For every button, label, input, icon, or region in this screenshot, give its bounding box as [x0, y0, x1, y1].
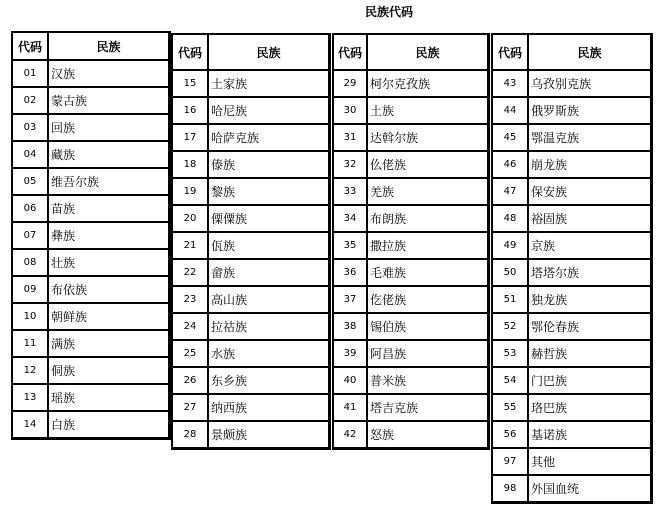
ethnic-name-cell: 哈萨克族 [208, 124, 329, 151]
table-row [12, 330, 169, 357]
ethnic-code-cell: 25 [172, 340, 208, 367]
ethnic-name-cell: 蒙古族 [48, 87, 169, 114]
ethnic-code-cell: 97 [492, 448, 528, 475]
table-row [172, 394, 329, 421]
ethnic-code-cell: 05 [12, 168, 48, 195]
table-row [492, 97, 651, 124]
ethnic-code-cell: 19 [172, 178, 208, 205]
ethnic-code-cell: 39 [333, 340, 367, 367]
table-row [492, 421, 651, 448]
ethnic-name-cell: 独龙族 [528, 286, 651, 313]
table-row [172, 421, 329, 448]
ethnic-name-cell: 普米族 [367, 367, 488, 394]
ethnic-code-cell: 18 [172, 151, 208, 178]
ethnic-name-cell: 俄罗斯族 [528, 97, 651, 124]
ethnic-code-cell: 53 [492, 340, 528, 367]
ethnic-code-cell: 46 [492, 151, 528, 178]
ethnic-name-cell: 满族 [48, 330, 169, 357]
table-row [12, 276, 169, 303]
table-row [492, 124, 651, 151]
ethnic-name-cell: 彝族 [48, 222, 169, 249]
code-column-header: 代码 [492, 34, 528, 70]
table-row [172, 286, 329, 313]
table-row [172, 340, 329, 367]
table-row [492, 70, 651, 97]
table-row [12, 168, 169, 195]
table-row [172, 205, 329, 232]
table-row [12, 141, 169, 168]
table-row [333, 259, 488, 286]
ethnic-code-cell: 27 [172, 394, 208, 421]
ethnic-code-cell: 28 [172, 421, 208, 448]
table-row [333, 178, 488, 205]
table-row [172, 151, 329, 178]
code-column-header: 代码 [333, 34, 367, 70]
table-row [492, 286, 651, 313]
ethnic-name-cell: 水族 [208, 340, 329, 367]
ethnic-name-cell: 珞巴族 [528, 394, 651, 421]
ethnic-code-cell: 02 [12, 87, 48, 114]
ethnic-name-cell: 毛难族 [367, 259, 488, 286]
table-row [333, 340, 488, 367]
ethnic-name-cell: 保安族 [528, 178, 651, 205]
ethnic-name-cell: 怒族 [367, 421, 488, 448]
ethnic-code-cell: 23 [172, 286, 208, 313]
ethnic-code-table-3 [332, 33, 490, 450]
name-column-header: 民族 [528, 34, 651, 70]
table-row [492, 151, 651, 178]
ethnic-name-cell: 黎族 [208, 178, 329, 205]
table-row [492, 448, 651, 475]
ethnic-name-cell: 鄂温克族 [528, 124, 651, 151]
ethnic-code-cell: 15 [172, 70, 208, 97]
ethnic-name-cell: 汉族 [48, 60, 169, 87]
ethnic-code-cell: 12 [12, 357, 48, 384]
ethnic-code-cell: 06 [12, 195, 48, 222]
ethnic-name-cell: 白族 [48, 411, 169, 438]
ethnic-name-cell: 土族 [367, 97, 488, 124]
ethnic-name-cell: 苗族 [48, 195, 169, 222]
ethnic-code-cell: 13 [12, 384, 48, 411]
table-row [492, 259, 651, 286]
table-row [492, 475, 651, 502]
ethnic-code-cell: 31 [333, 124, 367, 151]
table-row [172, 259, 329, 286]
table-row [172, 124, 329, 151]
ethnic-code-cell: 24 [172, 313, 208, 340]
table-row [333, 394, 488, 421]
ethnic-code-cell: 30 [333, 97, 367, 124]
ethnic-code-cell: 03 [12, 114, 48, 141]
ethnic-code-cell: 14 [12, 411, 48, 438]
table-header-row [172, 34, 329, 70]
ethnic-name-cell: 傣族 [208, 151, 329, 178]
table-row [172, 97, 329, 124]
ethnic-code-cell: 20 [172, 205, 208, 232]
table-row [333, 286, 488, 313]
ethnic-name-cell: 朝鲜族 [48, 303, 169, 330]
table-row [333, 124, 488, 151]
table-row [12, 357, 169, 384]
ethnic-name-cell: 柯尔克孜族 [367, 70, 488, 97]
table-row [492, 340, 651, 367]
table-row [12, 411, 169, 438]
table-row [333, 70, 488, 97]
ethnic-name-cell: 侗族 [48, 357, 169, 384]
ethnic-code-cell: 98 [492, 475, 528, 502]
ethnic-code-cell: 41 [333, 394, 367, 421]
ethnic-name-cell: 赫哲族 [528, 340, 651, 367]
table-row [12, 195, 169, 222]
ethnic-name-cell: 布朗族 [367, 205, 488, 232]
code-column-header: 代码 [12, 32, 48, 60]
code-column-header: 代码 [172, 34, 208, 70]
table-header-row [12, 32, 169, 60]
table-row [172, 70, 329, 97]
ethnic-name-cell: 锡伯族 [367, 313, 488, 340]
ethnic-code-cell: 04 [12, 141, 48, 168]
ethnic-name-cell: 纳西族 [208, 394, 329, 421]
ethnic-code-table-4 [491, 33, 653, 504]
ethnic-code-cell: 17 [172, 124, 208, 151]
ethnic-name-cell: 瑶族 [48, 384, 169, 411]
table-row [172, 178, 329, 205]
table-row [333, 367, 488, 394]
ethnic-code-cell: 43 [492, 70, 528, 97]
ethnic-name-cell: 维吾尔族 [48, 168, 169, 195]
ethnic-name-cell: 其他 [528, 448, 651, 475]
table-row [492, 232, 651, 259]
ethnic-code-cell: 36 [333, 259, 367, 286]
ethnic-name-cell: 仫佬族 [367, 151, 488, 178]
page-title: 民族代码 [364, 5, 413, 19]
ethnic-code-cell: 16 [172, 97, 208, 124]
name-column-header: 民族 [367, 34, 488, 70]
ethnic-name-cell: 仡佬族 [367, 286, 488, 313]
ethnic-code-table-2 [171, 33, 331, 450]
ethnic-name-cell: 高山族 [208, 286, 329, 313]
table-row [333, 151, 488, 178]
ethnic-name-cell: 东乡族 [208, 367, 329, 394]
ethnic-name-cell: 佤族 [208, 232, 329, 259]
table-row [333, 97, 488, 124]
ethnic-code-cell: 35 [333, 232, 367, 259]
ethnic-code-cell: 33 [333, 178, 367, 205]
ethnic-name-cell: 基诺族 [528, 421, 651, 448]
ethnic-name-cell: 傈僳族 [208, 205, 329, 232]
table-row [12, 114, 169, 141]
ethnic-code-cell: 37 [333, 286, 367, 313]
ethnic-code-cell: 56 [492, 421, 528, 448]
ethnic-code-cell: 22 [172, 259, 208, 286]
ethnic-name-cell: 撒拉族 [367, 232, 488, 259]
ethnic-code-cell: 40 [333, 367, 367, 394]
ethnic-code-cell: 26 [172, 367, 208, 394]
ethnic-name-cell: 塔塔尔族 [528, 259, 651, 286]
ethnic-code-cell: 11 [12, 330, 48, 357]
table-row [172, 313, 329, 340]
ethnic-name-cell: 外国血统 [528, 475, 651, 502]
ethnic-code-cell: 08 [12, 249, 48, 276]
ethnic-name-cell: 畲族 [208, 259, 329, 286]
table-row [12, 222, 169, 249]
table-header-row [333, 34, 488, 70]
ethnic-name-cell: 裕固族 [528, 205, 651, 232]
ethnic-code-cell: 45 [492, 124, 528, 151]
ethnic-code-cell: 55 [492, 394, 528, 421]
table-row [492, 313, 651, 340]
ethnic-code-cell: 21 [172, 232, 208, 259]
table-row [333, 421, 488, 448]
ethnic-name-cell: 景颇族 [208, 421, 329, 448]
table-header-row [492, 34, 651, 70]
ethnic-code-cell: 09 [12, 276, 48, 303]
ethnic-name-cell: 阿昌族 [367, 340, 488, 367]
ethnic-name-cell: 拉祜族 [208, 313, 329, 340]
table-row [492, 205, 651, 232]
ethnic-name-cell: 土家族 [208, 70, 329, 97]
table-row [12, 60, 169, 87]
table-row [12, 303, 169, 330]
table-row [333, 232, 488, 259]
ethnic-code-cell: 50 [492, 259, 528, 286]
ethnic-code-cell: 48 [492, 205, 528, 232]
name-column-header: 民族 [48, 32, 169, 60]
ethnic-code-cell: 01 [12, 60, 48, 87]
table-row [12, 249, 169, 276]
ethnic-code-cell: 10 [12, 303, 48, 330]
table-row [172, 367, 329, 394]
ethnic-name-cell: 达斡尔族 [367, 124, 488, 151]
ethnic-code-cell: 29 [333, 70, 367, 97]
ethnic-code-cell: 52 [492, 313, 528, 340]
ethnic-name-cell: 鄂伦春族 [528, 313, 651, 340]
ethnic-code-cell: 32 [333, 151, 367, 178]
ethnic-code-cell: 34 [333, 205, 367, 232]
ethnic-name-cell: 乌孜别克族 [528, 70, 651, 97]
ethnic-code-cell: 38 [333, 313, 367, 340]
table-row [12, 384, 169, 411]
table-row [492, 178, 651, 205]
ethnic-name-cell: 羌族 [367, 178, 488, 205]
table-row [333, 313, 488, 340]
ethnic-code-cell: 42 [333, 421, 367, 448]
ethnic-code-cell: 07 [12, 222, 48, 249]
table-row [172, 232, 329, 259]
name-column-header: 民族 [208, 34, 329, 70]
ethnic-name-cell: 京族 [528, 232, 651, 259]
ethnic-name-cell: 门巴族 [528, 367, 651, 394]
ethnic-name-cell: 崩龙族 [528, 151, 651, 178]
ethnic-name-cell: 壮族 [48, 249, 169, 276]
ethnic-name-cell: 布依族 [48, 276, 169, 303]
ethnic-code-cell: 54 [492, 367, 528, 394]
table-row [492, 367, 651, 394]
ethnic-code-cell: 49 [492, 232, 528, 259]
ethnic-name-cell: 哈尼族 [208, 97, 329, 124]
ethnic-name-cell: 藏族 [48, 141, 169, 168]
ethnic-code-cell: 44 [492, 97, 528, 124]
ethnic-name-cell: 回族 [48, 114, 169, 141]
table-row [492, 394, 651, 421]
ethnic-code-cell: 47 [492, 178, 528, 205]
table-row [333, 205, 488, 232]
ethnic-name-cell: 塔吉克族 [367, 394, 488, 421]
ethnic-code-cell: 51 [492, 286, 528, 313]
ethnic-code-table-1 [11, 31, 171, 440]
table-row [12, 87, 169, 114]
